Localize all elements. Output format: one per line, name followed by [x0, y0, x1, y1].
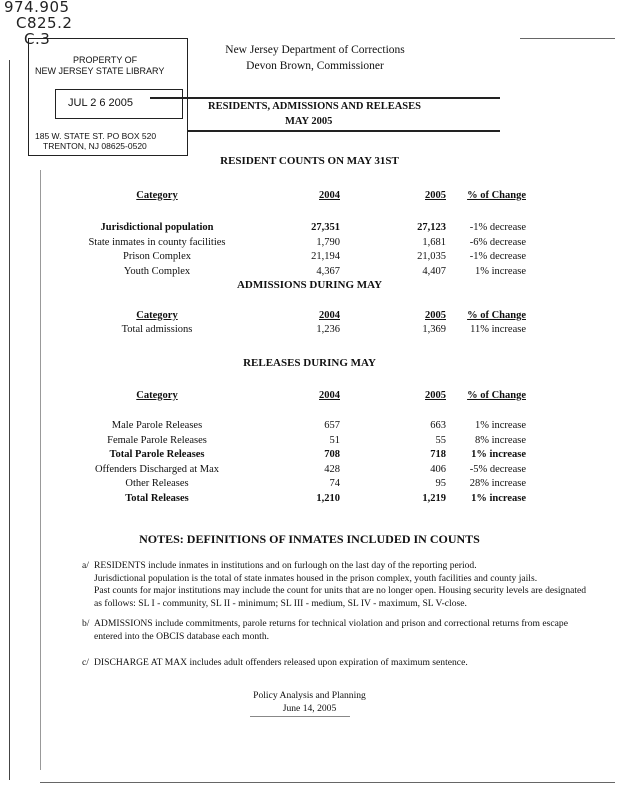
col-2005: 2005 [425, 389, 446, 401]
col-change: % of Change [467, 189, 526, 201]
table-row: Jurisdictional population 27,351 27,123 -1% decrease [100, 222, 526, 234]
table-row: Youth Complex 4,367 4,407 1% increase [123, 265, 526, 277]
table-row: Female Parole Releases 51 55 8% increase [107, 434, 526, 446]
note-b: b/ ADMISSIONS include commitments, parole returns for technical violation and prison and correctional returns from escape entered into the OBCIS database each month. [82, 618, 568, 642]
col-2004: 2004 [319, 389, 340, 401]
department-name: New Jersey Department of Corrections [225, 44, 405, 56]
notes-title: NOTES: DEFINITIONS OF INMATES INCLUDED IN COUNTS [139, 532, 480, 546]
col-change: % of Change [467, 309, 526, 321]
col-change: % of Change [467, 389, 526, 401]
report-period: MAY 2005 [285, 116, 333, 127]
col-2004: 2004 [319, 189, 340, 201]
col-2005: 2005 [425, 309, 446, 321]
resident-counts-header-row [72, 184, 526, 206]
stamp-property-of: PROPERTY OF [73, 55, 138, 65]
resident-counts-title: RESIDENT COUNTS ON MAY 31ST [220, 155, 399, 167]
table-row: State inmates in county facilities 1,790 1,681 -6% decrease [88, 236, 526, 248]
table-row: Male Parole Releases 657 663 1% increase [111, 420, 526, 432]
table-row: Total Releases 1,210 1,219 1% increase [125, 492, 526, 504]
scan-margin-line-inner [40, 170, 41, 770]
stamp-date: JUL 2 6 2005 [68, 97, 134, 109]
resident-counts-table [72, 184, 526, 279]
header-rule-top [150, 97, 500, 99]
note-c: c/ DISCHARGE AT MAX includes adult offenders released upon expiration of maximum sentence. [82, 657, 468, 668]
handwritten-call-number-line3: C.3 [24, 30, 51, 48]
releases-header-row [72, 386, 526, 404]
commissioner-name: Devon Brown, Commissioner [246, 60, 384, 72]
note-b-label: b/ [82, 618, 90, 629]
table-row: Total Parole Releases 708 718 1% increase [109, 449, 526, 461]
scan-top-line [520, 38, 615, 39]
footer-office: Policy Analysis and Planning [253, 690, 366, 701]
col-category: Category [136, 189, 178, 201]
report-title: RESIDENTS, ADMISSIONS AND RELEASES [208, 101, 421, 112]
table-row: Offenders Discharged at Max 428 406 -5% decrease [94, 463, 526, 475]
col-2004: 2004 [319, 309, 340, 321]
col-category: Category [136, 309, 178, 321]
handwritten-call-number-line2: C825.2 [16, 14, 73, 32]
col-category: Category [136, 389, 178, 401]
scan-bottom-line [40, 782, 615, 783]
admissions-title: ADMISSIONS DURING MAY [236, 279, 383, 291]
col-2005: 2005 [425, 189, 446, 201]
scan-margin-line [9, 60, 10, 780]
handwritten-call-number-line1: 974.905 [4, 0, 70, 16]
stamp-address-line2: TRENTON, NJ 08625-0520 [43, 141, 147, 151]
note-a-label: a/ [82, 560, 89, 571]
table-row: Total admissions 1,236 1,369 11% increase [121, 324, 526, 336]
admissions-header-row [72, 308, 526, 323]
header-rule-bottom [188, 130, 500, 132]
stamp-library-name: NEW JERSEY STATE LIBRARY [35, 66, 165, 76]
note-c-label: c/ [82, 657, 89, 668]
table-row: Other Releases 74 95 28% increase [125, 478, 526, 490]
table-row: Prison Complex 21,194 21,035 -1% decrease [123, 251, 526, 263]
releases-table [72, 386, 526, 506]
admissions-table [72, 308, 526, 337]
note-a: a/ RESIDENTS include inmates in institutions and on furlough on the last day of the reporting period. Jurisdictional population is the total of state inmates housed in the prison complex, youth facilities and county jails. Past counts for major institutions may include the count for units that are no longer open. Housing security levels are designated as follows: SL I - community, SL II - minimum; SL III - medium, SL IV - maximum, SL V-close. [82, 560, 587, 609]
footer-rule [250, 716, 350, 717]
releases-title: RELEASES DURING MAY [243, 357, 376, 369]
stamp-date-box [55, 89, 183, 119]
footer-date: June 14, 2005 [282, 703, 337, 714]
stamp-address-line1: 185 W. STATE ST. PO BOX 520 [35, 131, 157, 141]
